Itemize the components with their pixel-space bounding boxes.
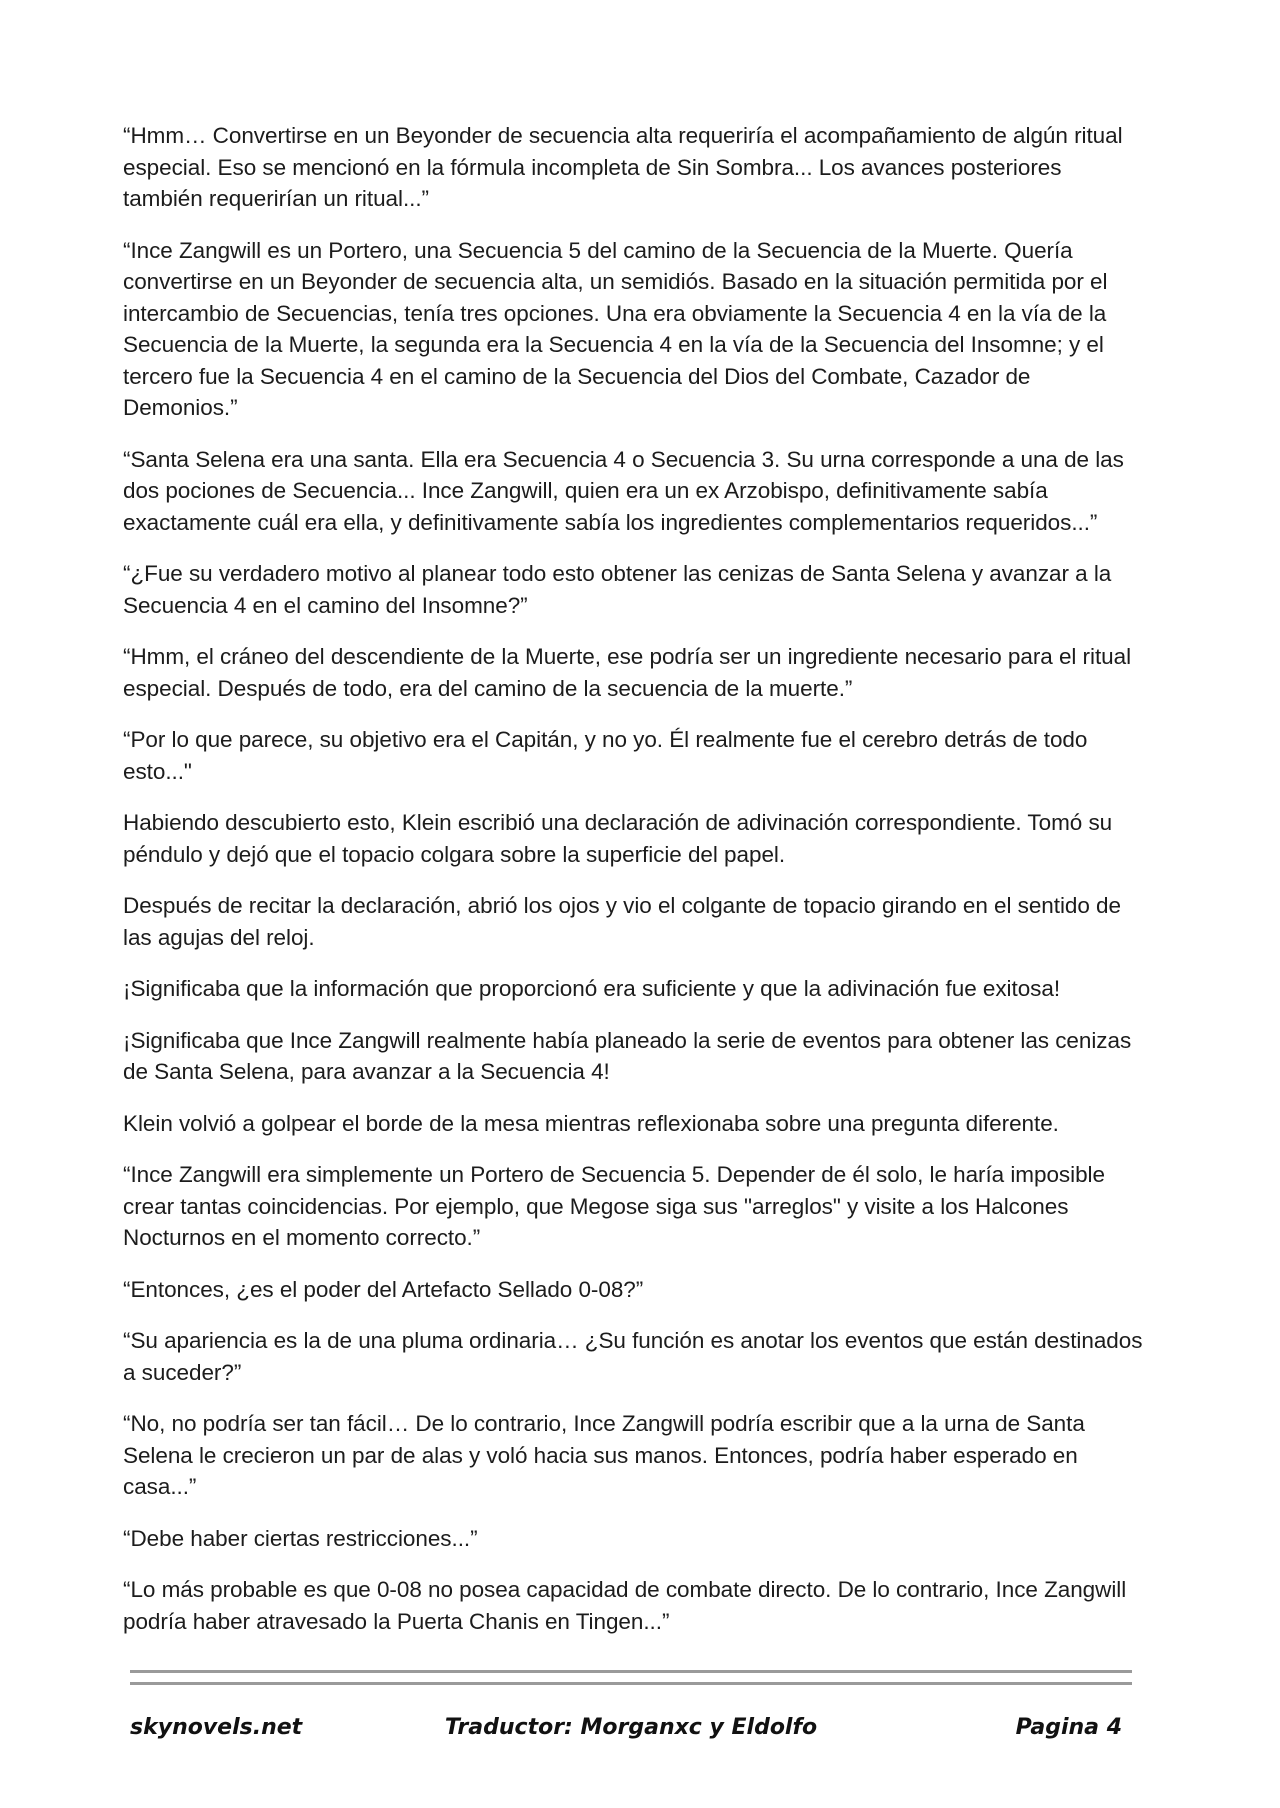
paragraph: Después de recitar la declaración, abrió los ojos y vio el colgante de topacio girando en el sentido de las agujas del reloj. [123, 893, 1121, 950]
footer-translator: Traductor: Morganxc y Eldolfo [444, 1715, 818, 1740]
paragraph: ¡Significaba que Ince Zangwill realmente había planeado la serie de eventos para obtener las cenizas de Santa Selena, para avanzar a la Secuencia 4! [123, 1027, 1132, 1084]
footer-rule-bottom [130, 1682, 1132, 1685]
paragraph: “Lo más probable es que 0-08 no posea capacidad de combate directo. De lo contrario, Ince Zangwill podría haber atravesado la Puerta Chanis en Tingen...” [123, 1577, 1127, 1634]
footer-site: skynovels.net [130, 1715, 303, 1740]
paragraph: “Entonces, ¿es el poder del Artefacto Sellado 0-08?” [123, 1276, 644, 1302]
paragraph: Klein volvió a golpear el borde de la mesa mientras reflexionaba sobre una pregunta diferente. [123, 1110, 1059, 1136]
paragraph: “No, no podría ser tan fácil… De lo contrario, Ince Zangwill podría escribir que a la urna de Santa Selena le crecieron un par de alas y voló hacia sus manos. Entonces, podría haber esperado en casa...” [123, 1411, 1085, 1499]
paragraph: “Ince Zangwill era simplemente un Portero de Secuencia 5. Depender de él solo, le haría imposible crear tantas coincidencias. Por ejemplo, que Megose siga sus "arreglos" y visite a los Halcones Nocturnos en el momento correcto.” [123, 1162, 1105, 1250]
paragraph: “Debe haber ciertas restricciones...” [123, 1525, 478, 1551]
paragraph: “Ince Zangwill es un Portero, una Secuencia 5 del camino de la Secuencia de la Muerte. Quería convertirse en un Beyonder de secuencia alta, un semidiós. Basado en la situación permitida por el intercambio de Secuencias, tenía tres opciones. Una era obviamente la Secuencia 4 en la vía de la Secuencia de la Muerte, la segunda era la Secuencia 4 en la vía de la Secuencia del Insomne; y el tercero fue la Secuencia 4 en el camino de la Secuencia del Dios del Combate, Cazador de Demonios.” [123, 237, 1108, 420]
paragraph: “Su apariencia es la de una pluma ordinaria… ¿Su función es anotar los eventos que están destinados a suceder?” [123, 1328, 1143, 1385]
paragraph: ¡Significaba que la información que proporcionó era suficiente y que la adivinación fue exitosa! [123, 976, 1061, 1001]
paragraph: Habiendo descubierto esto, Klein escribió una declaración de adivinación correspondiente. Tomó su péndulo y dejó que el topacio colgara sobre la superficie del papel. [123, 810, 1113, 867]
paragraph: “Hmm… Convertirse en un Beyonder de secuencia alta requeriría el acompañamiento de algún ritual especial. Eso se mencionó en la fórmula incompleta de Sin Sombra... Los avances posteriores también requerirían un ritual...” [123, 123, 1123, 211]
paragraph: “Santa Selena era una santa. Ella era Secuencia 4 o Secuencia 3. Su urna corresponde a una de las dos pociones de Secuencia... Ince Zangwill, quien era un ex Arzobispo, definitivamente sabía exactamente cuál era ella, y definitivamente sabía los ingredientes complementarios requeridos...” [123, 446, 1124, 535]
paragraph: “¿Fue su verdadero motivo al planear todo esto obtener las cenizas de Santa Selena y avanzar a la Secuencia 4 en el camino del Insomne?” [123, 561, 1112, 618]
footer-rule-top [130, 1670, 1132, 1673]
footer-divider [130, 1670, 1132, 1686]
paragraph: “Por lo que parece, su objetivo era el Capitán, y no yo. Él realmente fue el cerebro detrás de todo esto..." [123, 727, 1088, 784]
page-footer [130, 1715, 1132, 1751]
paragraph: “Hmm, el cráneo del descendiente de la Muerte, ese podría ser un ingrediente necesario para el ritual especial. Después de todo, era del camino de la secuencia de la muerte.” [123, 644, 1132, 701]
body-text [123, 120, 1145, 1657]
footer-page-number: Pagina 4 [1015, 1715, 1122, 1740]
